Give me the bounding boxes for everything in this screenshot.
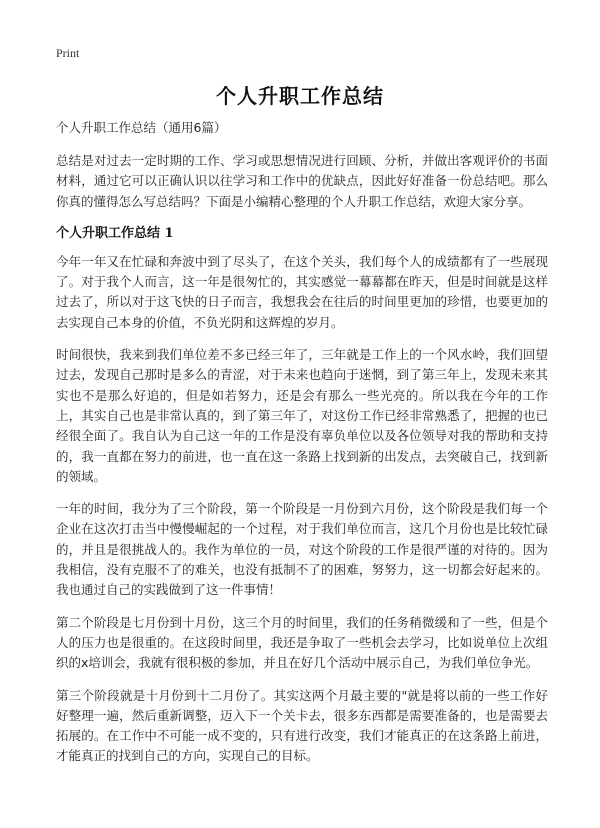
body-paragraph: 一年的时间，我分为了三个阶段，第一个阶段是一月份到六月份，这个阶段是我们每一个企业在这次打击当中慢慢崛起的一个过程，对于我们单位而言，这几个月份也是比较忙碌的，并且是很挑战人的。我作为单位的一员，对这个阶段的工作是很严谨的对待的。因为我相信，没有克服不了的难关，也没有抵制不了的困难，努努力，这一切都会好起来的。我也通过自己的实践做到了这一件事情！ xyxy=(56,501,548,598)
intro-paragraph: 总结是对过去一定时期的工作、学习或思想情况进行回顾、分析，并做出客观评价的书面材料，通过它可以正确认识以往学习和工作中的优缺点，因此好好准备一份总结吧。那么你真的懂得怎么写总结吗？下面是小编精心整理的个人升职工作总结，欢迎大家分享。 xyxy=(56,153,548,209)
document-body xyxy=(56,118,548,779)
body-paragraph: 时间很快，我来到我们单位差不多已经三年了，三年就是工作上的一个风水岭，我们回望过去，发现自己那时是多么的青涩，对于未来也趋向于迷惘，到了第三年上，发现未来其实也不是那么好追的，但是如若努力，还是会有那么一些光亮的。所以我在今年的工作上，其实自己也是非常认真的，到了第三年了，对这份工作已经非常熟悉了，把握的也已经很全面了。我自认为自己这一年的工作是没有辜负单位以及各位领导对我的帮助和支持的，我一直都在努力的前进，也一直在这一条路上找到新的出发点，去突破自己，找到新的领域。 xyxy=(56,347,548,484)
body-paragraph: 第三个阶段就是十月份到十二月份了。其实这两个月最主要的"就是将以前的一些工作好好整理一遍，然后重新调整，迈入下一个关卡去，很多东西都是需要准备的，也是需要去拓展的。在工作中不可能一成不变的，只有进行改变，我们才能真正的在这条路上前进，才能真正的找到自己的方向，实现自己的目标。 xyxy=(56,687,548,764)
body-paragraph: 今年一年又在忙碌和奔波中到了尽头了，在这个关头，我们每个人的成绩都有了一些展现了。对于我个人而言，这一年是很匆忙的，其实感觉一幕幕都在昨天，但是时间就是这样过去了，所以对于这飞快的日子而言，我想我会在往后的时间里更加的珍惜，也要更加的去实现自己本身的价值，不负光阴和这辉煌的岁月。 xyxy=(56,253,548,330)
document-subtitle: 个人升职工作总结（通用6篇） xyxy=(56,120,227,135)
section-heading: 个人升职工作总结 1 xyxy=(56,225,174,241)
print-link[interactable]: Print xyxy=(56,46,80,60)
document-title: 个人升职工作总结 xyxy=(216,84,384,108)
body-paragraph: 第二个阶段是七月份到十月份，这三个月的时间里，我们的任务稍微缓和了一些，但是个人的压力也是很重的。在这段时间里，我还是争取了一些机会去学习，比如说单位上次组织的x培训会，我就有很积极的参加，并且在好几个活动中展示自己，为我们单位争光。 xyxy=(56,614,548,671)
